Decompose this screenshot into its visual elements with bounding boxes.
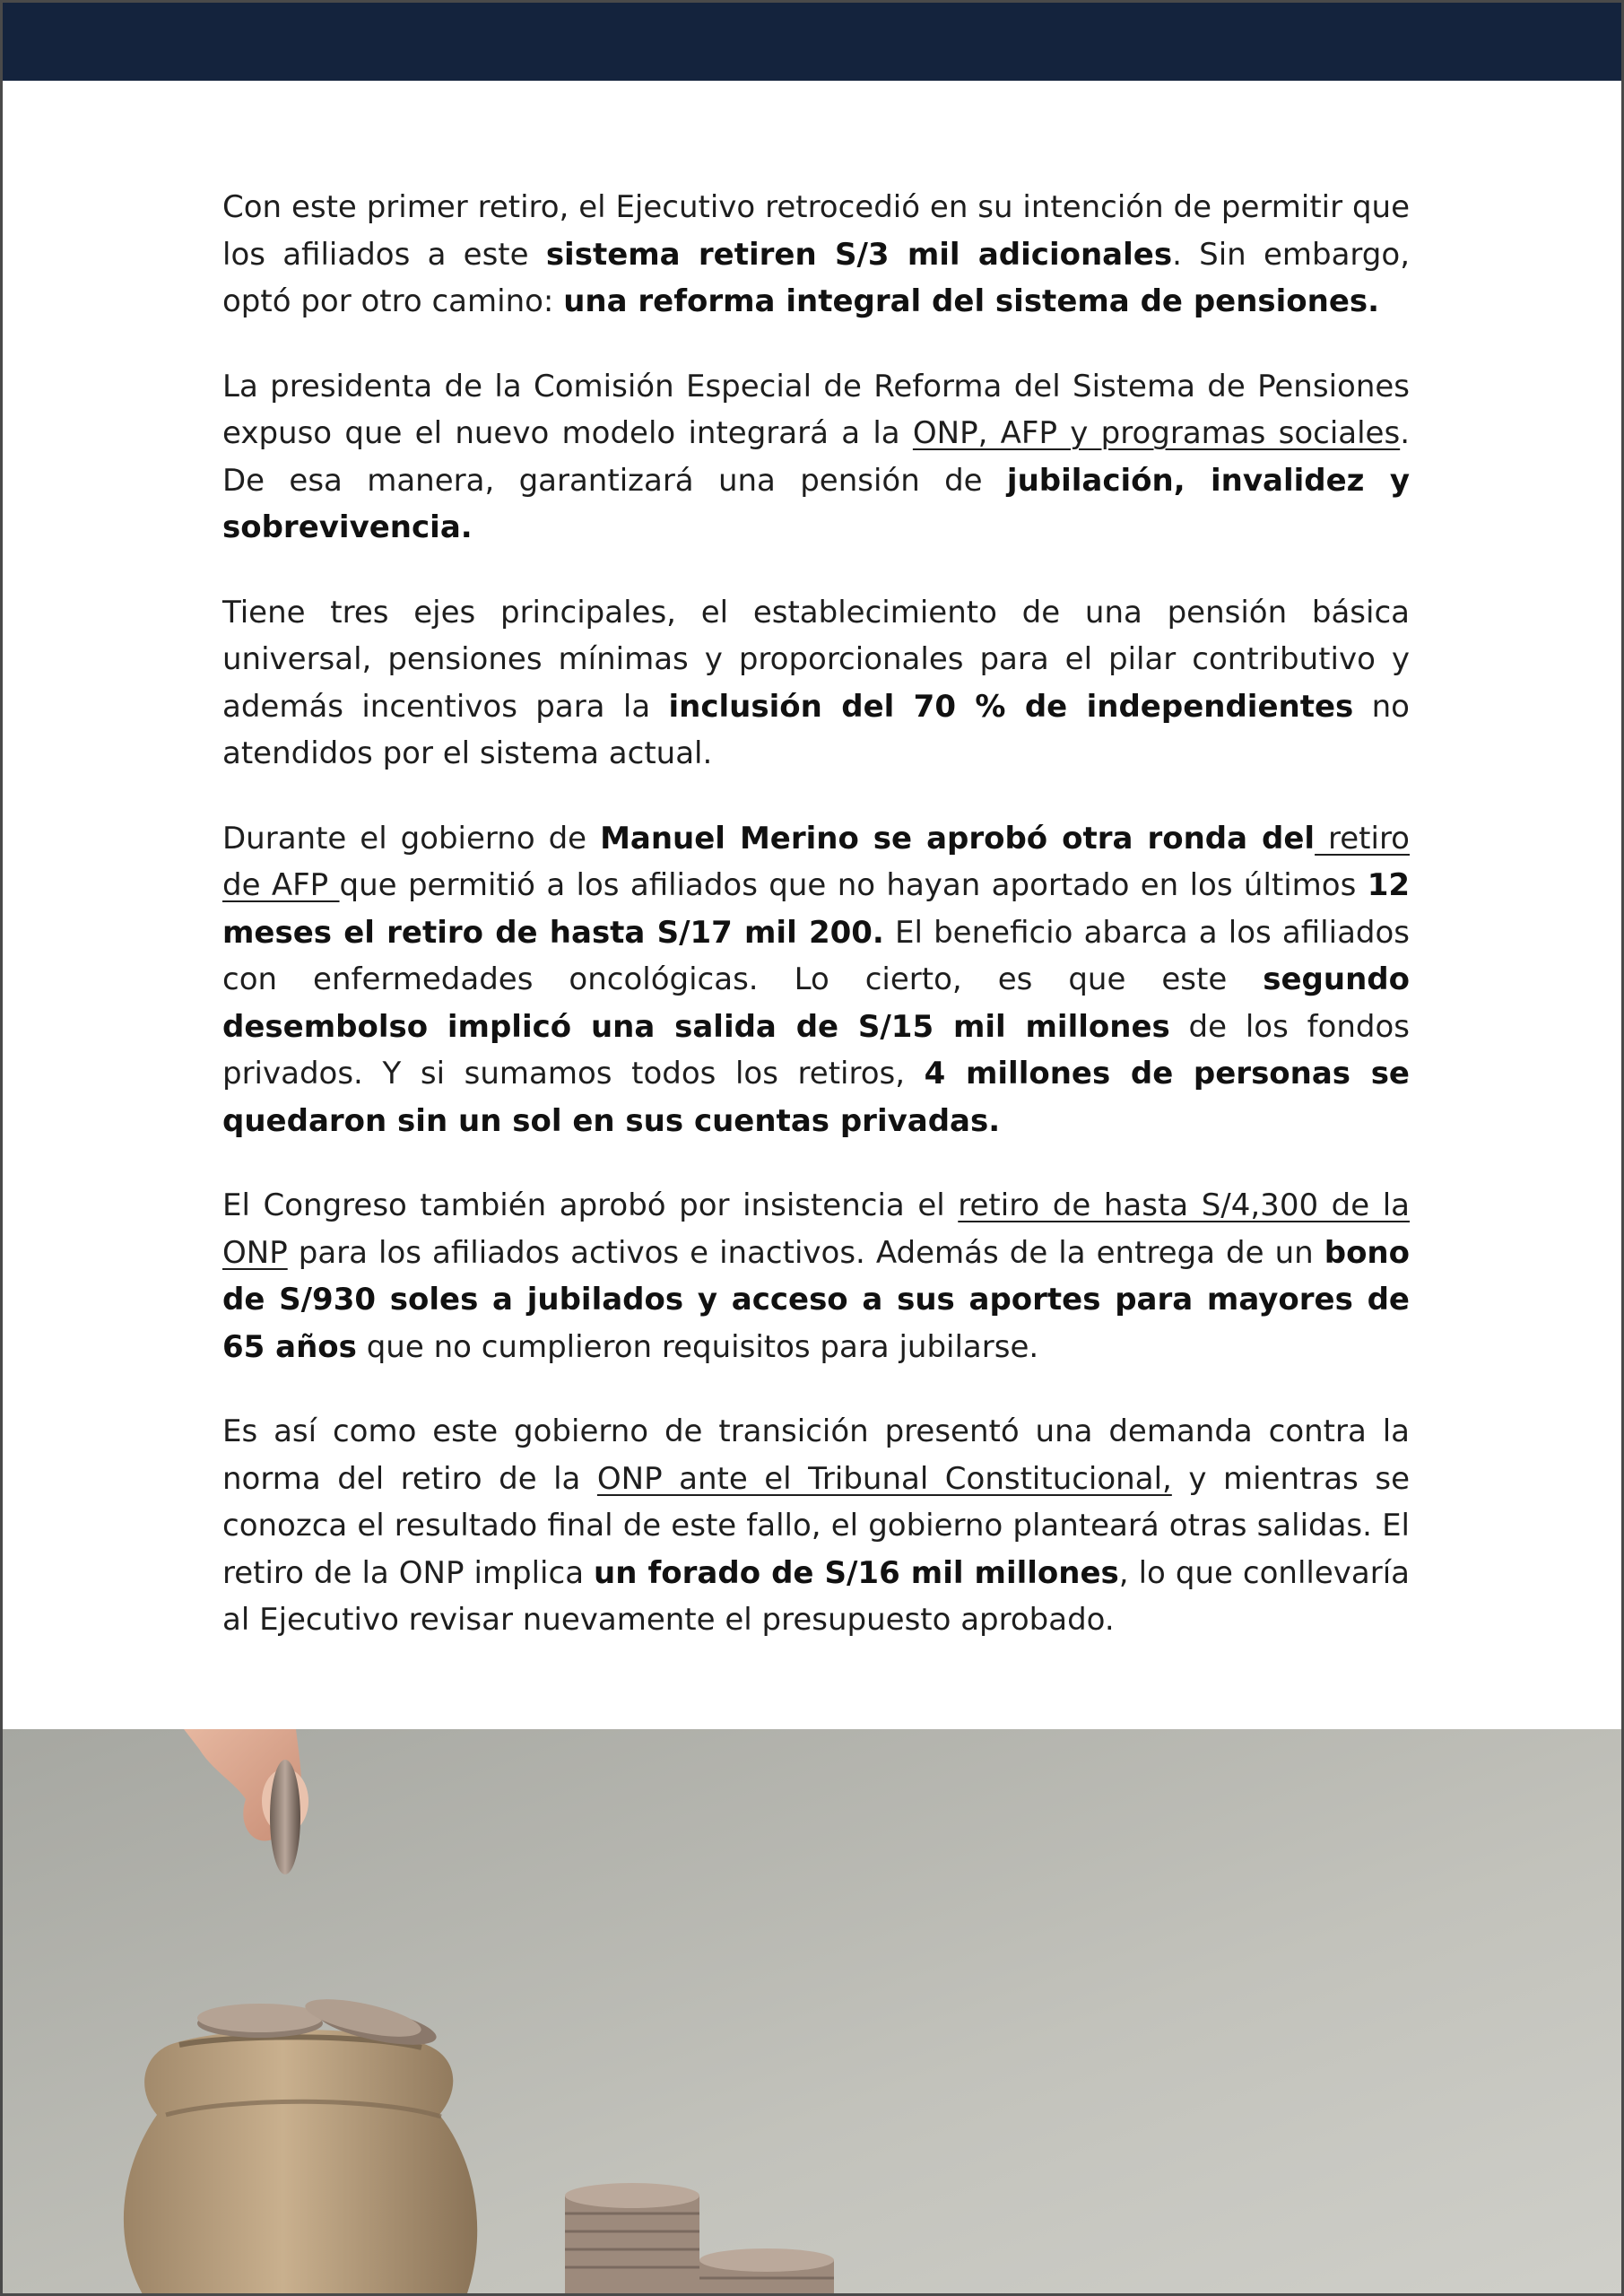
paragraph-3 (222, 589, 1410, 778)
text-run: de los fondos privados. Y si sumamos todos los retiros, (222, 1008, 1410, 1091)
text-run: para los afiliados activos e inactivos. Además de la entrega de un (287, 1234, 1324, 1271)
text-run: no atendidos por el sistema actual. (222, 688, 1410, 771)
underlined-run: ONP ante el Tribunal Constitucional, (596, 1460, 1172, 1497)
text-run: , lo que conllevaría al Ejecutivo revisar nuevamente el presupuesto aprobado. (222, 1554, 1410, 1638)
bold-run: jubilación, invalidez y sobrevivencia. (222, 462, 1410, 545)
bold-run: segundo desembolso implicó una salida de S/15 mil millones (222, 961, 1410, 1045)
text-run: La presidenta de la Comisión Especial de Reforma del Sistema de Pensiones expuso que el nuevo modelo integrará a la (222, 368, 1410, 451)
text-run: Con este primer retiro, el Ejecutivo retrocedió en su intención de permitir que los afiliados a este (222, 189, 1410, 273)
underlined-run: retiro de AFP (222, 820, 1410, 903)
paragraph-1 (222, 184, 1410, 326)
coin-stack-tall (565, 2183, 699, 2296)
text-run: que permitió a los afiliados que no hayan aportado en los últimos (339, 867, 1368, 903)
falling-coin (270, 1760, 300, 1874)
paragraph-2 (222, 363, 1410, 552)
bold-run: sistema retiren S/3 mil adicionales (545, 236, 1173, 273)
underlined-run: ONP, AFP y programas sociales (912, 415, 1401, 451)
paragraph-6 (222, 1408, 1410, 1644)
text-run: y mientras se conozca el resultado final de este fallo, el gobierno planteará otras salidas. El retiro de la ONP implica (222, 1460, 1410, 1591)
text-run: Tiene tres ejes principales, el establecimiento de una pensión básica universal, pensiones mínimas y proporcionales para el pilar contributivo y además incentivos para la (222, 594, 1410, 725)
text-run: El Congreso también aprobó por insistencia el (222, 1187, 959, 1223)
hand-dropping-coin-into-sack-icon (0, 1729, 1624, 2296)
paragraph-4 (222, 815, 1410, 1145)
text-run: Es así como este gobierno de transición presentó una demanda contra la norma del retiro de la (222, 1413, 1410, 1497)
paragraph-5 (222, 1182, 1410, 1370)
text-run: que no cumplieron requisitos para jubilarse. (356, 1328, 1039, 1365)
bold-run: una reforma integral del sistema de pensiones. (563, 283, 1380, 319)
bold-run: un forado de S/16 mil millones (594, 1554, 1119, 1591)
bold-run: 12 meses el retiro de hasta S/17 mil 200. (222, 867, 1411, 951)
bold-run: 4 millones de personas se quedaron sin un sol en sus cuentas privadas. (222, 1056, 1410, 1139)
text-run: El beneficio abarca a los afiliados con enfermedades oncológicas. Lo cierto, es que este (222, 914, 1410, 997)
underlined-run: retiro de hasta S/4,300 de la ONP (222, 1187, 1411, 1271)
text-run: . Sin embargo, optó por otro camino: (222, 236, 1410, 319)
text-run: . De esa manera, garantizará una pensión de (222, 415, 1410, 499)
bold-run: Manuel Merino se aprobó otra ronda del (600, 820, 1316, 857)
header-band (0, 0, 1624, 81)
sack-shape (124, 2030, 477, 2296)
text-run: Durante el gobierno de (222, 820, 601, 857)
article-body (222, 184, 1410, 1682)
coin-stack-short (699, 2248, 834, 2296)
coins-photo (0, 1729, 1624, 2296)
bold-run: bono de S/930 soles a jubilados y acceso a sus aportes para mayores de 65 años (222, 1234, 1410, 1365)
bold-run: inclusión del 70 % de independientes (668, 688, 1354, 725)
